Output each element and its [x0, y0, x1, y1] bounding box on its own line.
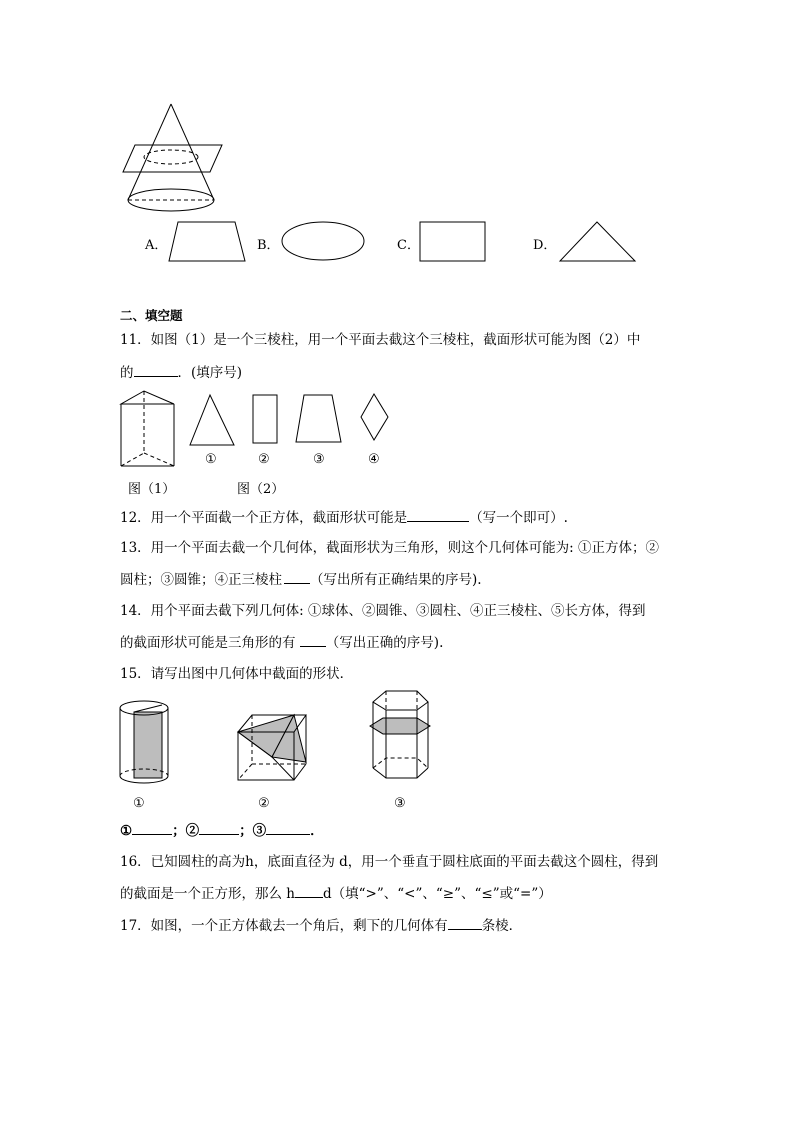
- q13-line2-post: （写出所有正确结果的序号).: [310, 572, 482, 588]
- shape-label-4: ④: [368, 452, 380, 467]
- q16-line2-pre: 的截面是一个正方形，那么 h: [120, 886, 295, 902]
- option-c-label: C．: [397, 238, 420, 253]
- option-a-label: A．: [145, 238, 168, 253]
- q16-line2: [120, 883, 552, 904]
- figure-1-caption: 图（1）: [128, 482, 176, 497]
- cross-section-trapezoid: [294, 393, 346, 449]
- q16-line2-post: d（填“>”、“<”、“≥”、“≤”或“=”）: [323, 886, 552, 902]
- q11-line1: 11．如图（1）是一个三棱柱，用一个平面去截这个三棱柱，截面形状可能为图（2）中: [120, 332, 641, 348]
- q15-answer-blank-2[interactable]: [199, 820, 239, 835]
- q13-line2: [120, 569, 482, 590]
- q17-line: [120, 915, 522, 936]
- cross-section-rectangle: [252, 393, 282, 449]
- option-c-rectangle: [419, 220, 489, 265]
- cross-section-triangle: [188, 393, 238, 449]
- q15-text: 15．请写出图中几何体中截面的形状．: [120, 666, 354, 682]
- cylinder-section-figure: [115, 696, 175, 786]
- figure-2-caption: 图（2）: [237, 482, 285, 497]
- q17-post: 条棱．: [481, 918, 523, 934]
- q15-ans1-label: ①: [120, 823, 133, 839]
- option-b-ellipse: [280, 220, 370, 265]
- q11-line2-pre: 的: [120, 365, 134, 381]
- q13-answer-blank[interactable]: [284, 569, 310, 584]
- q15-answer-blank-1[interactable]: [132, 820, 172, 835]
- option-b-label: B．: [257, 238, 280, 253]
- q15-answer-blank-3[interactable]: [266, 820, 310, 835]
- q16-line1: 16．已知圆柱的高为h，底面直径为 d，用一个垂直于圆柱底面的平面去截这个圆柱，得到: [120, 854, 659, 870]
- q12-pre: 12．用一个平面截一个正方体，截面形状可能是: [120, 510, 408, 526]
- cube-section-figure: [228, 712, 313, 784]
- q16-answer-blank[interactable]: [295, 883, 323, 898]
- option-d-label: D．: [533, 238, 557, 253]
- shape-label-3: ③: [313, 452, 325, 467]
- hexagonal-prism-section-figure: [365, 688, 437, 784]
- q12-post: （写一个即可）.: [469, 510, 568, 526]
- q14-line2-post: （写出正确的序号).: [325, 635, 444, 651]
- option-a-trapezoid: [168, 220, 248, 265]
- shape-label-2: ②: [258, 452, 270, 467]
- option-d-triangle: [558, 220, 638, 265]
- cone-plane-figure: [115, 100, 230, 215]
- q15-ans2-label: ；②: [172, 823, 200, 839]
- q13-line2-pre: 圆柱；③圆锥；④正三棱柱: [120, 572, 282, 588]
- q15-ans-end: ．: [310, 823, 324, 839]
- q14-answer-blank[interactable]: [300, 632, 326, 647]
- q15-fig-label-1: ①: [133, 796, 145, 811]
- q11-line2: [120, 362, 242, 383]
- q17-answer-blank[interactable]: [448, 915, 482, 930]
- q15-answers: [120, 820, 324, 841]
- q12-line: [120, 507, 568, 528]
- q11-line2-post: ．(填序号): [177, 365, 243, 381]
- q12-answer-blank[interactable]: [407, 507, 469, 522]
- q17-pre: 17．如图，一个正方体截去一个角后，剩下的几何体有: [120, 918, 448, 934]
- q15-fig-label-2: ②: [258, 796, 270, 811]
- section-title: 二、填空题: [120, 308, 183, 323]
- shape-label-1: ①: [205, 452, 217, 467]
- triangular-prism-figure: [118, 390, 180, 470]
- q11-answer-blank[interactable]: [134, 362, 178, 377]
- q15-fig-label-3: ③: [394, 796, 406, 811]
- q14-line2: [120, 632, 443, 653]
- q13-line1: 13．用一个平面去截一个几何体，截面形状为三角形，则这个几何体可能为: ①正方体；②: [120, 540, 660, 556]
- cross-section-rhombus: [360, 393, 392, 445]
- q14-line2-pre: 的截面形状可能是三角形的有: [120, 635, 300, 651]
- q15-ans3-label: ；③: [239, 823, 267, 839]
- q14-line1: 14．用个平面去截下列几何体: ①球体、②圆锥、③圆柱、④正三棱柱、⑤长方体，得到: [120, 603, 646, 619]
